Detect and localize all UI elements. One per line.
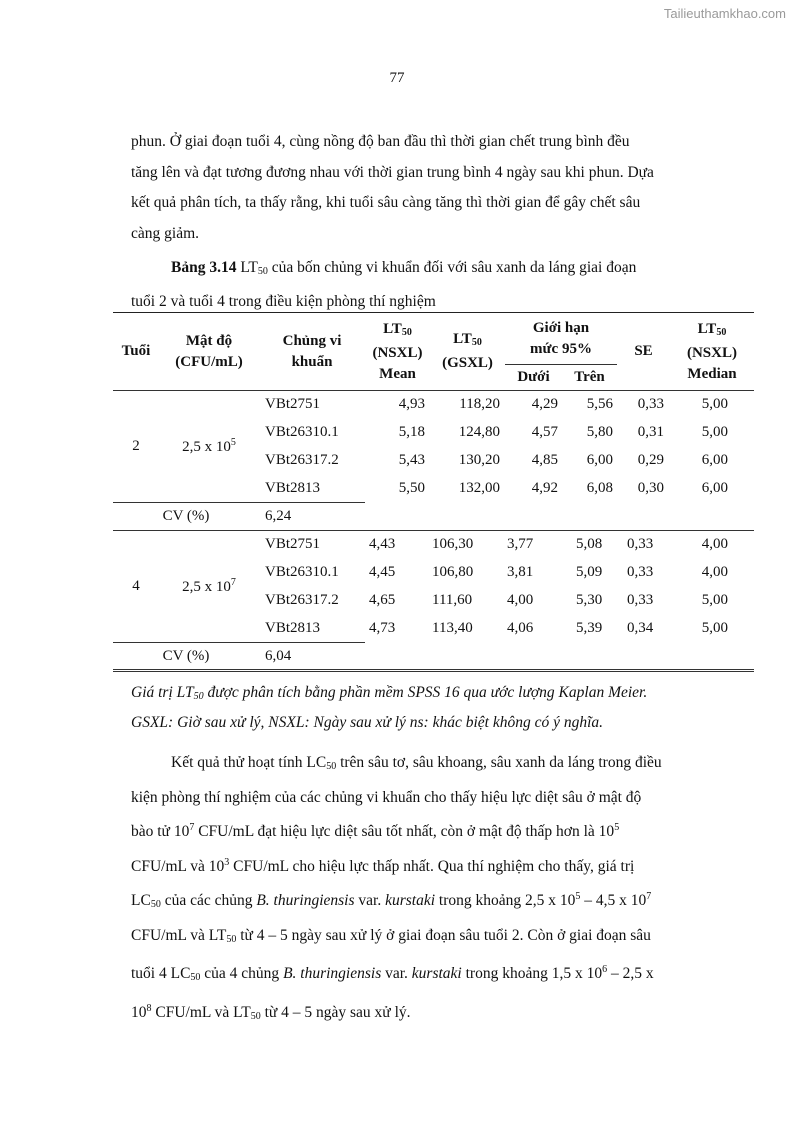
cv-label: CV (%) bbox=[113, 503, 259, 531]
cv-value: 6,04 bbox=[259, 643, 365, 671]
cell-tuoi: 2 bbox=[132, 438, 140, 454]
table-row: VBt26317.2 5,43 130,20 4,85 6,00 0,29 6,00 bbox=[265, 452, 728, 468]
header-tuoi: Tuổi bbox=[113, 313, 159, 391]
header-lt50-gsxl: $LT_{50}$ (GSXL) bbox=[430, 313, 505, 391]
table-row: VBt26310.1 4,45 106,80 3,81 5,09 0,33 4,00 bbox=[265, 564, 728, 580]
table-row: VBt26317.2 4,65 111,60 4,00 5,30 0,33 5,00 bbox=[265, 592, 728, 608]
table-row: VBt2813 5,50 132,00 4,92 6,08 0,30 6,00 bbox=[265, 479, 728, 496]
header-lt50-mean: $LT_{50}$ (NSXL) Mean bbox=[365, 313, 430, 391]
table-row: 2 2,5 x $10^5$ VBt2751 4,93 118,20 4,29 5,56 0,33 5,00 bbox=[113, 391, 754, 419]
lt50-table bbox=[113, 312, 754, 672]
page-number: 77 bbox=[389, 70, 405, 86]
table-row: VBt2813 4,73 113,40 4,06 5,39 0,34 5,00 bbox=[265, 619, 728, 636]
caption-text-2: tuổi 2 và tuổi 4 trong điều kiện phòng thí nghiệm bbox=[131, 293, 436, 310]
cell-tuoi: 4 bbox=[113, 531, 159, 643]
table-note: Giá trị $LT_{50}$ được phân tích bằng phần mềm SPSS 16 qua ước lượng Kaplan Meier. GSXL: Giờ sau xử lý, NSXL: Ngày sau xử lý ns: khác biệt không có ý nghĩa. bbox=[131, 684, 648, 731]
header-matdo: Mật độ (CFU/mL) bbox=[159, 313, 259, 391]
text-line: càng giảm. bbox=[131, 224, 200, 242]
cell-matdo: 2,5 x $10^5$ bbox=[182, 437, 236, 455]
cv-value: 6,24 bbox=[259, 503, 365, 531]
text-line: kết quả phân tích, ta thấy rằng, khi tuổi sâu càng tăng thì thời gian để gây chết sâu bbox=[131, 194, 641, 211]
header-duoi: Dưới bbox=[505, 365, 562, 391]
header-lt50-median: $LT_{50}$ (NSXL) Median bbox=[670, 313, 754, 391]
paragraph-intro bbox=[131, 127, 719, 249]
caption-text: của bốn chủng vi khuẩn đối với sâu xanh da láng giai đoạn bbox=[267, 259, 637, 276]
caption-lt-sub: 50 bbox=[257, 266, 268, 277]
header-chung: Chủng vi khuẩn bbox=[259, 313, 365, 391]
table-caption bbox=[131, 253, 719, 317]
header-gioihan: Giới hạn mức 95% bbox=[505, 313, 617, 365]
cv-label: CV (%) bbox=[113, 643, 259, 671]
header-se: SE bbox=[617, 313, 670, 391]
cell-matdo: 2,5 x $10^7$ bbox=[159, 531, 259, 643]
watermark: Tailieuthamkhao.com bbox=[663, 6, 786, 21]
text-line: tăng lên và đạt tương đương nhau với thời gian trung bình 4 ngày sau khi phun. Dựa bbox=[131, 163, 654, 181]
cv-row bbox=[113, 503, 754, 531]
header-tren: Trên bbox=[562, 365, 617, 391]
table-row: VBt26310.1 5,18 124,80 4,57 5,80 0,31 5,00 bbox=[265, 424, 728, 440]
cv-row bbox=[113, 643, 754, 671]
caption-label: Bảng 3.14 bbox=[171, 259, 237, 276]
table-row: 4 2,5 x $10^7$ VBt2751 4,43 106,30 3,77 5,08 0,33 4,00 bbox=[113, 531, 754, 559]
text-line: phun. Ở giai đoạn tuổi 4, cùng nồng độ ban đầu thì thời gian chết trung bình đều bbox=[131, 133, 630, 150]
caption-lt: LT bbox=[240, 259, 258, 276]
paragraph-results: Kết quả thử hoạt tính $LC_{50}$ trên sâu tơ, sâu khoang, sâu xanh da láng trong điều kiện phòng thí nghiệm của các chủng vi khuẩn cho thấy hiệu lực diệt sâu ở mật độ bào tử $10^7$ CFU/mL đạt hiệu lực diệt sâu tốt nhất, còn ở mật độ thấp hơn là $10^5$ CFU/mL và $10^3$ CFU/mL cho hiệu lực thấp nhất. Qua thí nghiệm cho thấy, giá trị $LC_{50}$ của các chủng B. thuringiensis var. kurstaki trong khoảng 2,5 x $10^5 - 4,5$ x $10^7$ CFU/mL và $LT_{50}$ từ 4 – 5 ngày sau xử lý ở giai đoạn sâu tuổi 2. Còn ở giai đoạn sâu tuổi 4 $LC_{50}$ của 4 chủng B. thuringiensis var. kurstaki trong khoảng 1,5 x $10^6 - 2,5$ x $10^8$ CFU/mL và $LT_{50}$ từ 4 – 5 ngày sau xử lý. bbox=[131, 754, 662, 1022]
